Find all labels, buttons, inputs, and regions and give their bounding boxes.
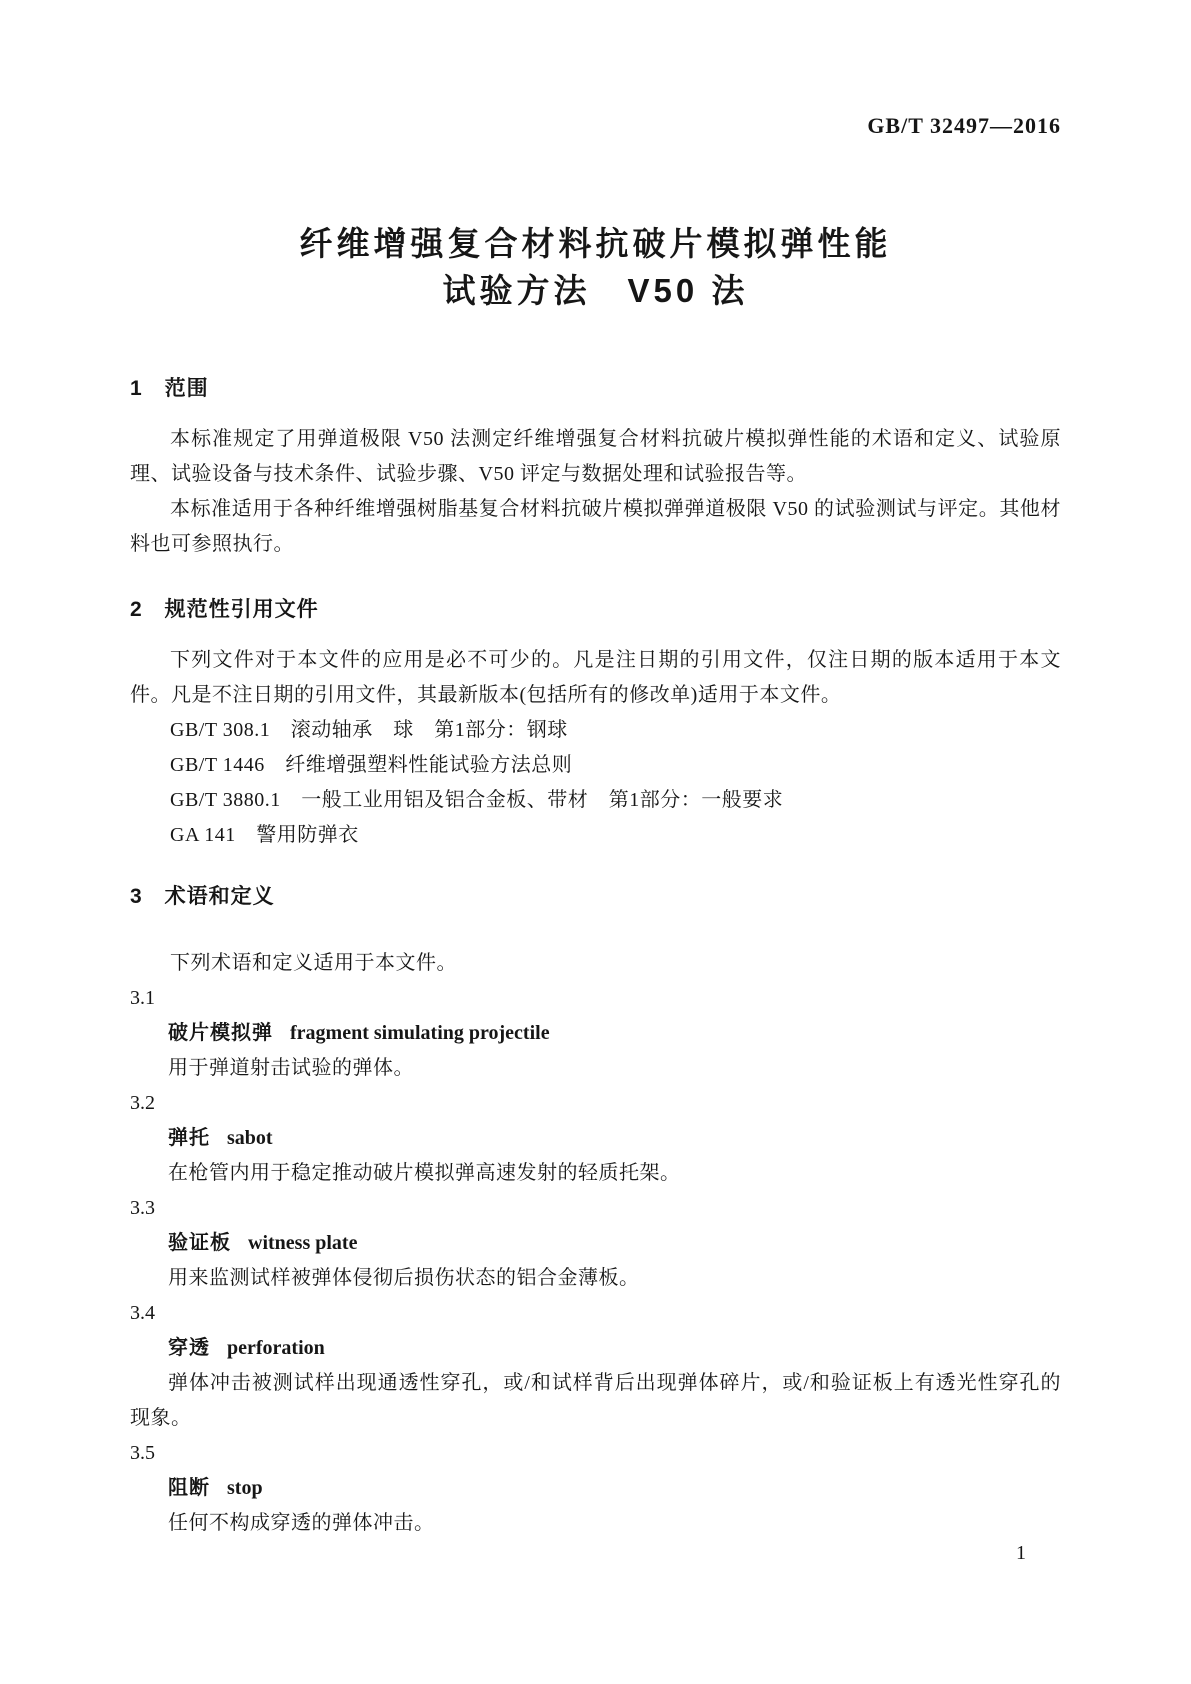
document-title-line1: 纤维增强复合材料抗破片模拟弹性能	[299, 225, 892, 262]
term-name-en: sabot	[227, 1127, 273, 1149]
page-number: 1	[1016, 1542, 1026, 1564]
term-entry	[130, 1226, 1061, 1261]
term-number: 3.5	[130, 1442, 155, 1464]
reference-item: GB/T 308.1 滚动轴承 球 第1部分：钢球	[170, 719, 568, 741]
reference-item: GA 141 警用防弹衣	[170, 824, 359, 846]
standard-code: GB/T 32497—2016	[867, 113, 1061, 138]
term-definition: 任何不构成穿透的弹体冲击。	[168, 1512, 435, 1534]
term-name-en: fragment simulating projectile	[290, 1022, 550, 1044]
reference-item: GB/T 3880.1 一般工业用铝及铝合金板、带材 第1部分：一般要求	[170, 789, 784, 811]
term-number: 3.2	[130, 1092, 155, 1114]
term-definition: 用于弹道射击试验的弹体。	[168, 1057, 414, 1079]
term-entry	[130, 1121, 1061, 1156]
term-name-en: witness plate	[248, 1232, 358, 1254]
document-title	[130, 220, 1061, 314]
section-heading-terms-definitions: 3 术语和定义	[130, 885, 275, 908]
terms-intro: 下列术语和定义适用于本文件。	[170, 952, 457, 974]
scope-paragraph-1: 本标准规定了用弹道极限 V50 法测定纤维增强复合材料抗破片模拟弹性能的术语和定义、试验原理、试验设备与技术条件、试验步骤、V50 评定与数据处理和试验报告等。	[130, 428, 1061, 485]
term-number: 3.1	[130, 987, 155, 1009]
section-heading-normative-references: 2 规范性引用文件	[130, 598, 319, 621]
term-name-zh: 破片模拟弹	[168, 1022, 273, 1044]
term-number: 3.4	[130, 1302, 155, 1324]
term-definition: 在枪管内用于稳定推动破片模拟弹高速发射的轻质托架。	[168, 1162, 681, 1184]
term-name-zh: 穿透	[168, 1337, 210, 1359]
term-entry	[130, 1016, 1061, 1051]
section-heading-scope: 1 范围	[130, 377, 209, 400]
references-intro: 下列文件对于本文件的应用是必不可少的。凡是注日期的引用文件，仅注日期的版本适用于本文件。凡是不注日期的引用文件，其最新版本(包括所有的修改单)适用于本文件。	[130, 649, 1061, 706]
term-name-zh: 阻断	[168, 1477, 210, 1499]
term-name-en: perforation	[227, 1337, 325, 1359]
term-definition: 用来监测试样被弹体侵彻后损伤状态的铝合金薄板。	[168, 1267, 640, 1289]
reference-item: GB/T 1446 纤维增强塑料性能试验方法总则	[170, 754, 573, 776]
term-number: 3.3	[130, 1197, 155, 1219]
document-title-line2: 试验方法 V50 法	[442, 272, 749, 309]
scope-paragraph-2: 本标准适用于各种纤维增强树脂基复合材料抗破片模拟弹弹道极限 V50 的试验测试与评定。其他材料也可参照执行。	[130, 498, 1061, 555]
term-entry	[130, 1471, 1061, 1506]
term-name-zh: 弹托	[168, 1127, 210, 1149]
term-definition: 弹体冲击被测试样出现通透性穿孔，或/和试样背后出现弹体碎片，或/和验证板上有透光性穿孔的现象。	[130, 1372, 1061, 1429]
term-entry	[130, 1331, 1061, 1366]
term-name-zh: 验证板	[168, 1232, 231, 1254]
term-name-en: stop	[227, 1477, 263, 1499]
